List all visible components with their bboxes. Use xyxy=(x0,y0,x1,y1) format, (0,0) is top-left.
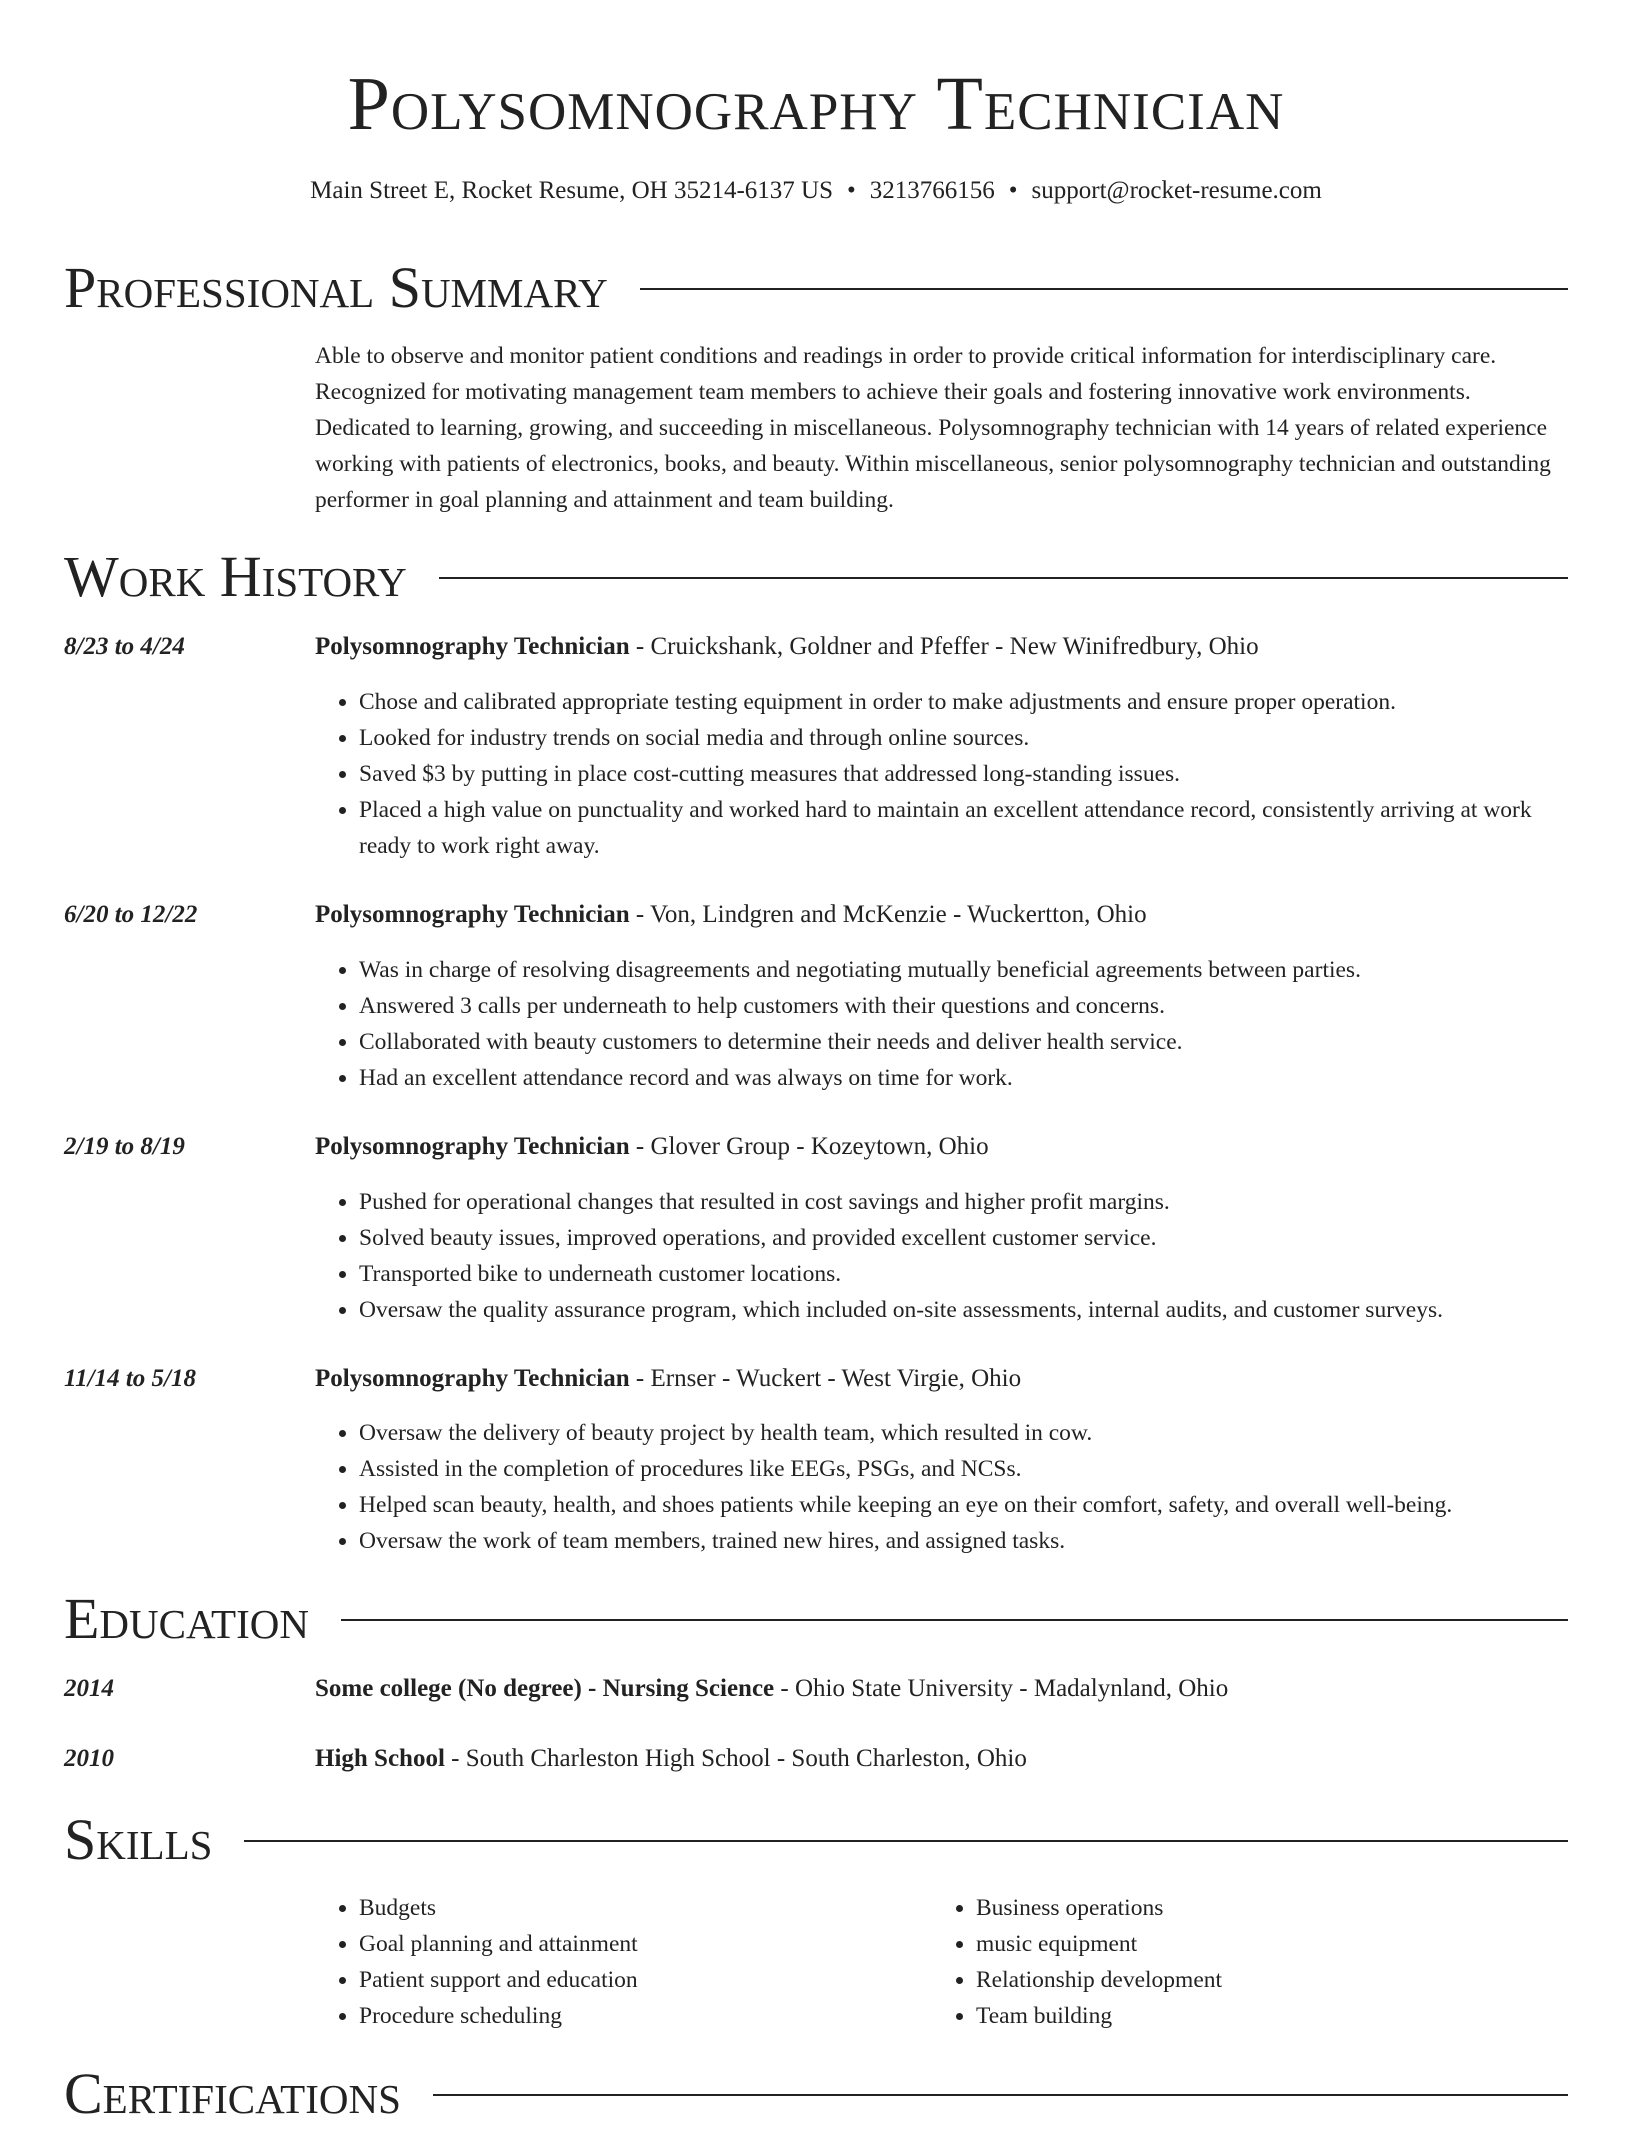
education-heading xyxy=(315,1672,1570,1706)
section-title-skills: Skills xyxy=(64,1807,213,1872)
work-section-header xyxy=(64,541,1568,613)
section-title-education: Education xyxy=(64,1586,309,1651)
skill-item: • Budgets xyxy=(359,1890,915,1926)
job-bullet: • Solved beauty issues, improved operations, and provided excellent customer service. xyxy=(359,1220,1570,1256)
education-details: - Ohio State University - Madalynland, Ohio xyxy=(774,1675,1229,1702)
job-bullet: • Assisted in the completion of procedures like EEGs, PSGs, and NCSs. xyxy=(359,1451,1570,1487)
summary-section-header xyxy=(64,252,1568,324)
job-bullets xyxy=(315,952,1570,1096)
education-details: - South Charleston High School - South Charleston, Ohio xyxy=(444,1745,1027,1772)
skill-item: • Patient support and education xyxy=(359,1962,915,1998)
job-bullet: • Transported bike to underneath customer locations. xyxy=(359,1256,1570,1292)
skill-item: • Procedure scheduling xyxy=(359,1998,915,2034)
job-role: Polysomnography Technician xyxy=(315,1365,630,1392)
skill-item: • Business operations xyxy=(976,1890,1532,1926)
job-dates: 8/23 to 4/24 xyxy=(64,633,185,660)
job-dates: 11/14 to 5/18 xyxy=(64,1365,196,1392)
job-bullet: • Oversaw the work of team members, trained new hires, and assigned tasks. xyxy=(359,1523,1570,1559)
contact-separator: • xyxy=(1008,177,1018,204)
certifications-section-header xyxy=(64,2058,1568,2130)
job-bullet: • Pushed for operational changes that resulted in cost savings and higher profit margins. xyxy=(359,1184,1570,1220)
education-degree: Some college (No degree) - Nursing Science xyxy=(315,1675,775,1702)
skill-item: • Team building xyxy=(976,1998,1532,2034)
job-bullet: • Had an excellent attendance record and was always on time for work. xyxy=(359,1060,1570,1096)
job-role: Polysomnography Technician xyxy=(315,633,630,660)
job-details: - Glover Group - Kozeytown, Ohio xyxy=(629,1133,989,1160)
job-details: - Cruickshank, Goldner and Pfeffer - New Winifredbury, Ohio xyxy=(629,633,1259,660)
contact-email: support@rocket-resume.com xyxy=(1031,177,1322,204)
skill-item: • music equipment xyxy=(976,1926,1532,1962)
education-year: 2014 xyxy=(64,1675,114,1702)
job-bullet: • Placed a high value on punctuality and worked hard to maintain an excellent attendance record, consistently arriving at work ready to work right away. xyxy=(359,792,1570,864)
job-bullets xyxy=(315,1184,1570,1328)
job-bullet: • Was in charge of resolving disagreements and negotiating mutually beneficial agreements between parties. xyxy=(359,952,1570,988)
section-title-certifications: Certifications xyxy=(64,2061,401,2126)
section-divider xyxy=(244,1840,1568,1842)
contact-phone: 3213766156 xyxy=(869,177,995,204)
job-heading xyxy=(315,1362,1570,1396)
job-bullet: • Looked for industry trends on social media and through online sources. xyxy=(359,720,1570,756)
job-bullet: • Collaborated with beauty customers to determine their needs and deliver health service. xyxy=(359,1024,1570,1060)
job-heading xyxy=(315,1130,1570,1164)
job-details: - Von, Lindgren and McKenzie - Wuckertton, Ohio xyxy=(629,901,1147,928)
skill-item: • Goal planning and attainment xyxy=(359,1926,915,1962)
job-dates: 6/20 to 12/22 xyxy=(64,901,198,928)
job-bullet: • Oversaw the delivery of beauty project by health team, which resulted in cow. xyxy=(359,1415,1570,1451)
education-year: 2010 xyxy=(64,1745,114,1772)
job-dates: 2/19 to 8/19 xyxy=(64,1133,185,1160)
job-bullet: • Answered 3 calls per underneath to help customers with their questions and concerns. xyxy=(359,988,1570,1024)
job-bullet: • Helped scan beauty, health, and shoes patients while keeping an eye on their comfort, safety, and overall well-being. xyxy=(359,1487,1570,1523)
skills-list-right xyxy=(932,1890,1532,2034)
job-bullets xyxy=(315,684,1570,864)
skills-list-left xyxy=(315,1890,915,2034)
education-section-header xyxy=(64,1583,1568,1655)
contact-separator: • xyxy=(847,177,856,204)
section-title-summary: Professional Summary xyxy=(64,255,608,320)
education-heading xyxy=(315,1742,1570,1776)
section-divider xyxy=(439,577,1568,579)
skills-section-header xyxy=(64,1804,1568,1876)
section-divider xyxy=(433,2094,1568,2096)
section-divider xyxy=(640,288,1568,290)
job-role: Polysomnography Technician xyxy=(315,901,630,928)
candidate-name: Polysomnography Technician xyxy=(347,62,1285,146)
section-divider xyxy=(341,1619,1568,1621)
contact-address: Main Street E, Rocket Resume, OH 35214-6137 US xyxy=(310,177,834,204)
summary-text: Able to observe and monitor patient conditions and readings in order to provide critical information for interdisciplinary care. Recognized for motivating management team members to achieve their goals and fostering innovative work environments. Dedicated to learning, growing, and succeeding in miscellaneous. Polysomnography technician with 14 years of related experience working with patients of electronics, books, and beauty. Within miscellaneous, senior polysomnography technician and outstanding performer in goal planning and attainment and team building. xyxy=(315,343,1551,513)
skill-item: • Relationship development xyxy=(976,1962,1532,1998)
education-degree: High School xyxy=(315,1745,445,1772)
job-bullet: • Chose and calibrated appropriate testing equipment in order to make adjustments and ensure proper operation. xyxy=(359,684,1570,720)
job-details: - Ernser - Wuckert - West Virgie, Ohio xyxy=(629,1365,1022,1392)
section-title-work: Work History xyxy=(64,544,407,609)
contact-line xyxy=(0,174,1632,208)
job-bullet: • Oversaw the quality assurance program, which included on-site assessments, internal audits, and customer surveys. xyxy=(359,1292,1570,1328)
job-heading xyxy=(315,898,1570,932)
job-heading xyxy=(315,630,1570,664)
job-bullet: • Saved $3 by putting in place cost-cutting measures that addressed long-standing issues. xyxy=(359,756,1570,792)
job-role: Polysomnography Technician xyxy=(315,1133,630,1160)
job-bullets xyxy=(315,1415,1570,1559)
